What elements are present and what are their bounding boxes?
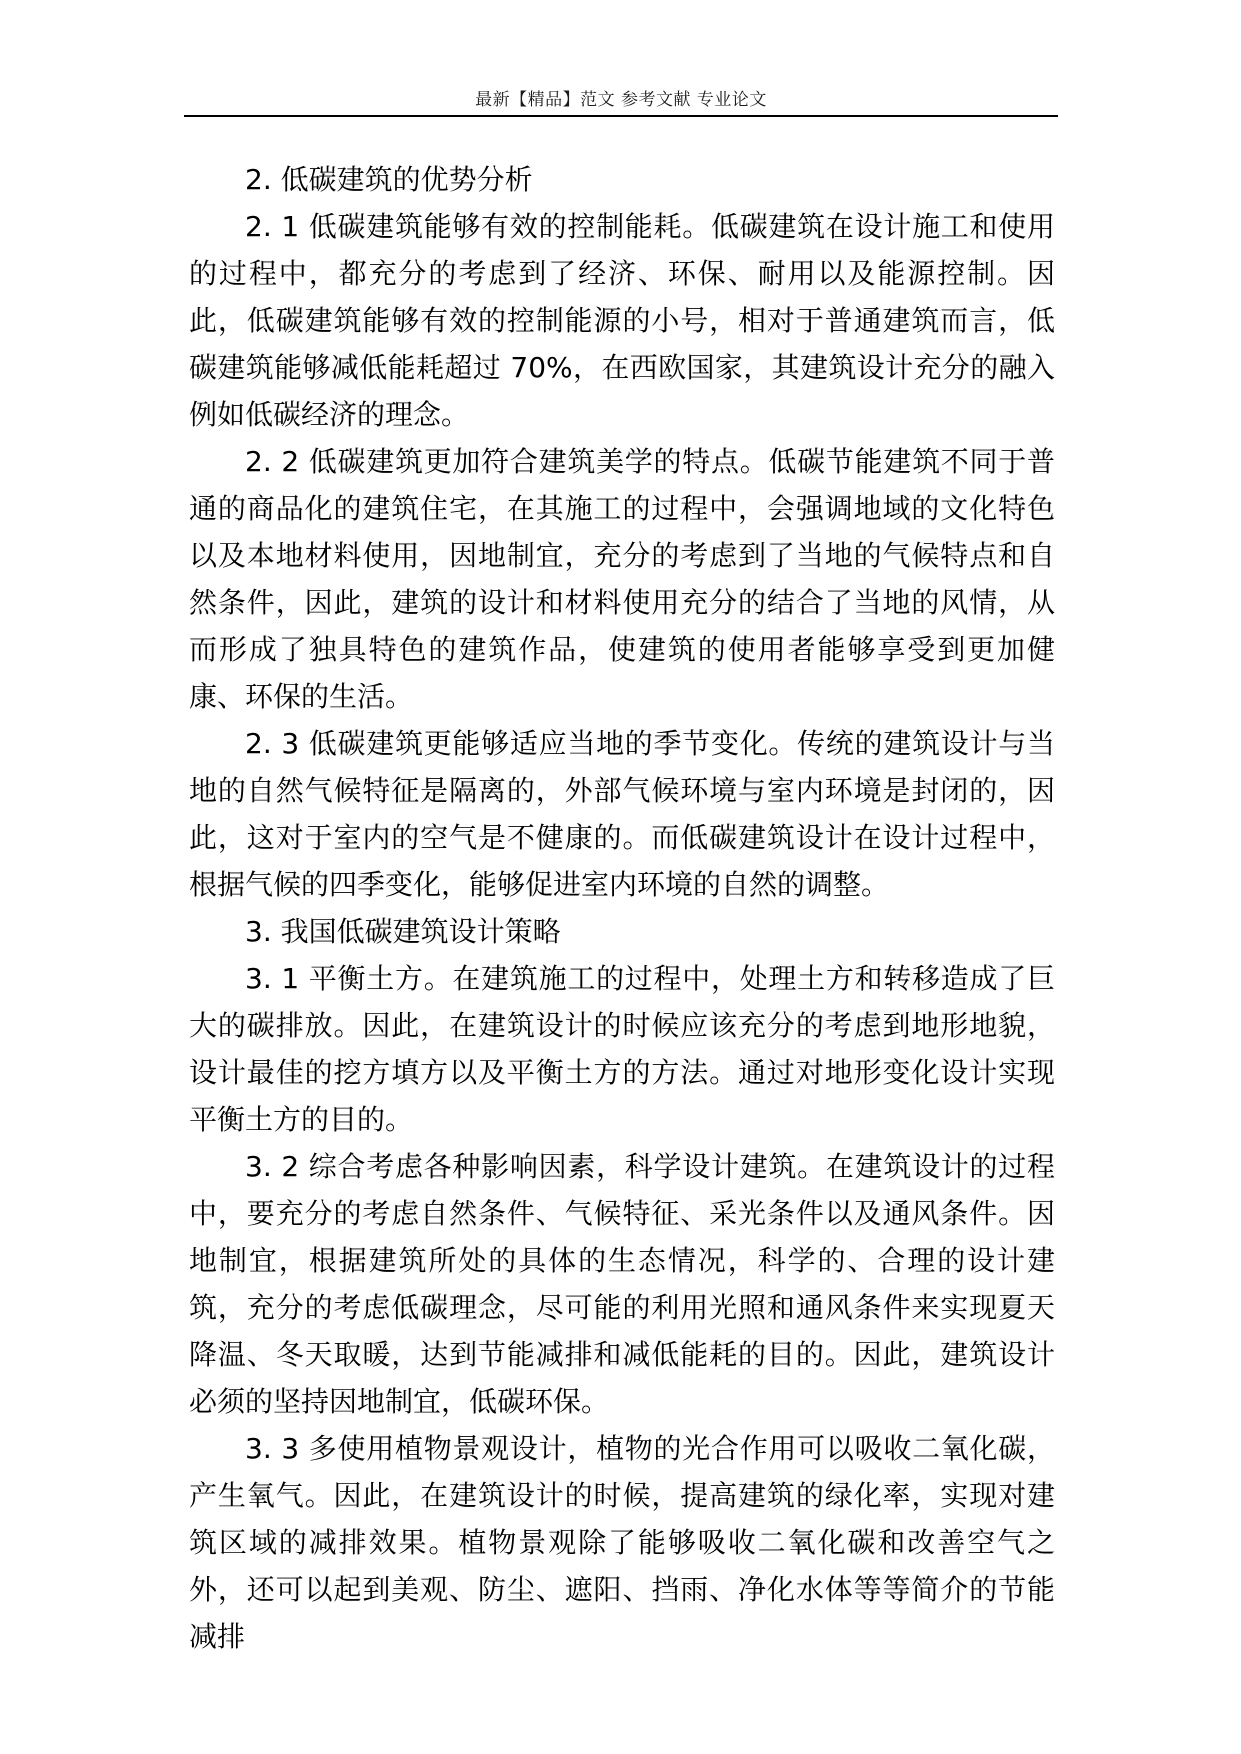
paragraph-3-1: 3. 1 平衡土方。在建筑施工的过程中，处理土方和转移造成了巨大的碳排放。因此，在建筑设计的时候应该充分的考虑到地形地貌，设计最佳的挖方填方以及平衡土方的方法。通过对地形变化设计实现平衡土方的目的。: [189, 962, 1055, 1136]
paragraph-3-3: 3. 3 多使用植物景观设计，植物的光合作用可以吸收二氧化碳，产生氧气。因此，在建筑设计的时候，提高建筑的绿化率，实现对建筑区域的减排效果。植物景观除了能够吸收二氧化碳和改善空气之外，还可以起到美观、防尘、遮阳、挡雨、净化水体等等简介的节能减排: [189, 1432, 1055, 1653]
page-header: 最新【精品】范文 参考文献 专业论文: [475, 90, 767, 110]
paragraph-2-3: 2. 3 低碳建筑更能够适应当地的季节变化。传统的建筑设计与当地的自然气候特征是隔离的，外部气候环境与室内环境是封闭的，因此，这对于室内的空气是不健康的。而低碳建筑设计在设计过程中，根据气候的四季变化，能够促进室内环境的自然的调整。: [189, 727, 1055, 901]
paragraph-2-1: 2. 1 低碳建筑能够有效的控制能耗。低碳建筑在设计施工和使用的过程中，都充分的考虑到了经济、环保、耐用以及能源控制。因此，低碳建筑能够有效的控制能源的小号，相对于普通建筑而言，低碳建筑能够减低能耗超过 70%，在西欧国家，其建筑设计充分的融入例如低碳经济的理念。: [189, 210, 1055, 431]
header-divider: [184, 115, 1058, 117]
section-heading-3: 3. 我国低碳建筑设计策略: [245, 915, 561, 948]
section-heading-2: 2. 低碳建筑的优势分析: [245, 163, 533, 196]
document-body: [189, 156, 1055, 1660]
paragraph-2-2: 2. 2 低碳建筑更加符合建筑美学的特点。低碳节能建筑不同于普通的商品化的建筑住宅，在其施工的过程中，会强调地域的文化特色以及本地材料使用，因地制宜，充分的考虑到了当地的气候特点和自然条件，因此，建筑的设计和材料使用充分的结合了当地的风情，从而形成了独具特色的建筑作品，使建筑的使用者能够享受到更加健康、环保的生活。: [189, 445, 1055, 713]
paragraph-3-2: 3. 2 综合考虑各种影响因素，科学设计建筑。在建筑设计的过程中，要充分的考虑自然条件、气候特征、采光条件以及通风条件。因地制宜，根据建筑所处的具体的生态情况，科学的、合理的设计建筑，充分的考虑低碳理念，尽可能的利用光照和通风条件来实现夏天降温、冬天取暖，达到节能减排和减低能耗的目的。因此，建筑设计必须的坚持因地制宜，低碳环保。: [189, 1150, 1055, 1418]
